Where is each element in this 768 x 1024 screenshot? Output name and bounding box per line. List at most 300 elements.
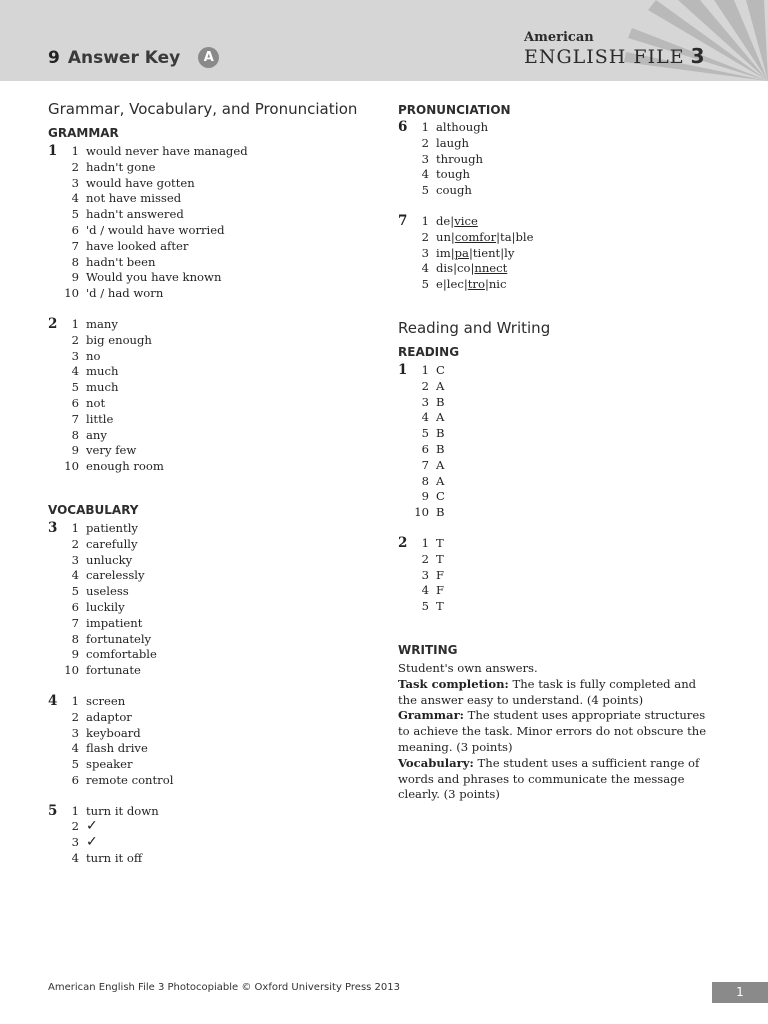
item-number: 7 bbox=[71, 238, 79, 253]
exercise-number bbox=[48, 207, 61, 223]
answer-row bbox=[398, 277, 718, 293]
exercise-number: 7 bbox=[398, 212, 408, 229]
item-number: 5 bbox=[421, 277, 429, 292]
item-number: 3 bbox=[71, 175, 79, 190]
answer-text: enough room bbox=[86, 459, 164, 474]
footer-brand: American English File 3 bbox=[48, 982, 165, 993]
check-icon: ✓ bbox=[86, 818, 98, 835]
unit-number: 9 bbox=[48, 47, 60, 68]
item-number: 3 bbox=[71, 348, 79, 363]
answer-row bbox=[48, 176, 368, 192]
answer-text: through bbox=[436, 151, 484, 166]
answer-text: cough bbox=[436, 183, 472, 198]
exercise-number bbox=[48, 239, 61, 255]
answer-text: B bbox=[436, 441, 445, 456]
item-number: 2 bbox=[71, 536, 79, 551]
exercise-number bbox=[398, 261, 411, 277]
exercise-number bbox=[48, 616, 61, 632]
answer-row bbox=[398, 261, 718, 277]
exercise-number bbox=[48, 584, 61, 600]
exercise-number: 6 bbox=[398, 119, 408, 135]
answer-row bbox=[398, 458, 718, 474]
answer-text: very few bbox=[86, 443, 137, 458]
answer-text: speaker bbox=[86, 757, 133, 772]
criterion-label: Vocabulary: bbox=[398, 755, 474, 770]
answer-row bbox=[48, 694, 368, 710]
answer-row bbox=[398, 120, 718, 136]
check-icon: ✓ bbox=[86, 834, 98, 851]
item-number: 4 bbox=[421, 583, 429, 598]
answer-row bbox=[398, 474, 718, 490]
answer-row bbox=[48, 428, 368, 444]
section-title-rw: Reading and Writing bbox=[398, 318, 551, 337]
exercise-number bbox=[48, 396, 61, 412]
exercise-number bbox=[48, 600, 61, 616]
answer-text: A bbox=[436, 378, 445, 393]
exercise-number bbox=[398, 183, 411, 199]
exercise-number bbox=[48, 835, 61, 851]
exercise-number bbox=[48, 428, 61, 444]
answer-text: F bbox=[436, 583, 445, 598]
exercise-block bbox=[398, 363, 718, 521]
answer-key-heading bbox=[48, 47, 219, 68]
answer-row bbox=[48, 710, 368, 726]
answer-row bbox=[48, 270, 368, 286]
answer-text: big enough bbox=[86, 332, 152, 347]
answer-text: B bbox=[436, 426, 445, 441]
answer-text: little bbox=[86, 411, 114, 426]
answer-text: T bbox=[436, 551, 444, 566]
item-number: 1 bbox=[71, 144, 79, 158]
item-number: 3 bbox=[421, 567, 429, 582]
answer-text: although bbox=[436, 120, 489, 134]
exercise-number bbox=[398, 505, 411, 521]
item-number: 6 bbox=[71, 395, 79, 410]
answer-row bbox=[398, 395, 718, 411]
item-number: 4 bbox=[71, 568, 79, 583]
item-number: 1 bbox=[421, 362, 429, 377]
answer-text: remote control bbox=[86, 772, 174, 787]
answer-text: C bbox=[436, 489, 445, 504]
exercise-number: 5 bbox=[48, 802, 58, 819]
item-number: 1 bbox=[71, 693, 79, 708]
exercise-number bbox=[48, 757, 61, 773]
exercise-block bbox=[398, 214, 718, 293]
answer-row bbox=[398, 363, 718, 379]
answer-row bbox=[398, 167, 718, 183]
answer-text: no bbox=[86, 348, 101, 363]
answer-text: useless bbox=[86, 584, 129, 599]
item-number: 2 bbox=[71, 819, 79, 834]
answer-text: adaptor bbox=[86, 709, 132, 724]
item-number: 3 bbox=[71, 552, 79, 567]
pronunciation-heading: PRONUNCIATION bbox=[398, 103, 511, 117]
exercise-number: 3 bbox=[48, 519, 58, 536]
answer-text: C bbox=[436, 362, 445, 377]
exercise-number bbox=[48, 819, 61, 835]
exercise-number bbox=[48, 851, 61, 867]
page-header bbox=[0, 0, 768, 81]
exercise-number: 2 bbox=[48, 315, 58, 332]
answer-row bbox=[48, 600, 368, 616]
item-number: 1 bbox=[71, 803, 79, 818]
answer-row bbox=[48, 663, 368, 679]
exercise-number: 2 bbox=[398, 534, 408, 551]
item-number: 4 bbox=[71, 741, 79, 756]
item-number: 6 bbox=[71, 772, 79, 787]
exercise-number: 4 bbox=[48, 692, 58, 709]
answer-text: luckily bbox=[86, 599, 125, 614]
item-number: 8 bbox=[71, 254, 79, 269]
answer-row bbox=[48, 317, 368, 333]
answer-row bbox=[48, 191, 368, 207]
exercise-number bbox=[48, 223, 61, 239]
answer-row bbox=[48, 286, 368, 302]
task-completion-criterion bbox=[398, 677, 718, 709]
criterion-text: The student uses appropriate structures to achieve the task. Minor errors do not obscure the meaning. (3 points) bbox=[398, 708, 707, 754]
answer-row bbox=[48, 459, 368, 475]
reading-heading: READING bbox=[398, 344, 460, 359]
answer-row bbox=[48, 741, 368, 757]
answer-text: would have gotten bbox=[86, 175, 195, 190]
answer-row bbox=[48, 255, 368, 271]
item-number: 3 bbox=[71, 725, 79, 740]
exercise-number bbox=[398, 246, 411, 262]
answer-text: much bbox=[86, 380, 119, 395]
answer-text: unlucky bbox=[86, 552, 133, 567]
answer-key-title: Answer Key bbox=[67, 47, 181, 68]
item-number: 7 bbox=[421, 457, 429, 472]
answer-text: B bbox=[436, 505, 445, 520]
answer-text: not bbox=[86, 395, 106, 410]
answer-row bbox=[398, 183, 718, 199]
footer-copyright: Photocopiable © Oxford University Press 2013 bbox=[167, 982, 401, 993]
answer-text: fortunately bbox=[86, 631, 152, 646]
exercise-number bbox=[48, 270, 61, 286]
answer-row bbox=[48, 819, 368, 835]
brand-level: 3 bbox=[690, 44, 706, 68]
exercise-number bbox=[398, 152, 411, 168]
answer-text: not have missed bbox=[86, 191, 182, 206]
exercise-number bbox=[398, 583, 411, 599]
grammar-heading: GRAMMAR bbox=[48, 126, 119, 140]
exercise-number bbox=[398, 426, 411, 442]
answer-row bbox=[48, 160, 368, 176]
exercise-number bbox=[48, 537, 61, 553]
item-number: 2 bbox=[421, 378, 429, 393]
exercise-number bbox=[48, 364, 61, 380]
item-number: 5 bbox=[421, 426, 429, 441]
answer-row bbox=[48, 521, 368, 537]
exercise-number bbox=[48, 349, 61, 365]
item-number: 4 bbox=[421, 410, 429, 425]
criterion-text: The student uses a sufficient range of words and phrases to communicate the message clearly. (3 points) bbox=[398, 755, 700, 802]
item-number: 9 bbox=[421, 489, 429, 504]
exercise-number bbox=[398, 379, 411, 395]
item-number: 5 bbox=[71, 380, 79, 395]
item-number: 2 bbox=[421, 551, 429, 566]
item-number: 4 bbox=[421, 261, 429, 276]
stressed-syllable: comfor bbox=[454, 229, 497, 244]
vocabulary-criterion bbox=[398, 756, 718, 803]
item-number: 1 bbox=[71, 520, 79, 535]
section-title-gvp: Grammar, Vocabulary, and Pronunciation bbox=[48, 100, 358, 118]
item-number: 8 bbox=[71, 427, 79, 442]
exercise-number bbox=[48, 286, 61, 302]
writing-intro: Student's own answers. bbox=[398, 660, 538, 675]
answer-row bbox=[48, 647, 368, 663]
exercise-number bbox=[398, 458, 411, 474]
item-number: 4 bbox=[71, 364, 79, 379]
version-badge: A bbox=[198, 47, 219, 68]
answer-row bbox=[48, 333, 368, 349]
brand-logo bbox=[524, 30, 706, 68]
exercise-number bbox=[48, 160, 61, 176]
answer-row bbox=[398, 536, 718, 552]
answer-row bbox=[48, 757, 368, 773]
answer-text: A bbox=[436, 473, 445, 488]
stress-answer: im|pa|tient|ly bbox=[436, 245, 515, 260]
answer-row bbox=[48, 553, 368, 569]
item-number: 1 bbox=[421, 535, 429, 550]
item-number: 2 bbox=[421, 229, 429, 244]
exercise-number bbox=[398, 552, 411, 568]
stress-answer: dis|co|nnect bbox=[436, 261, 508, 276]
answer-row bbox=[398, 214, 718, 230]
stress-answer: e|lec|tro|nic bbox=[436, 277, 507, 292]
exercise-number bbox=[48, 459, 61, 475]
item-number: 8 bbox=[421, 473, 429, 488]
stressed-syllable: tro bbox=[467, 277, 485, 292]
right-column bbox=[398, 100, 718, 803]
answer-text: any bbox=[86, 427, 107, 442]
item-number: 9 bbox=[71, 443, 79, 458]
answer-text: Would you have known bbox=[86, 270, 222, 285]
answer-row bbox=[398, 152, 718, 168]
page-number: 1 bbox=[712, 982, 768, 1003]
writing-heading: WRITING bbox=[398, 642, 458, 657]
answer-text: 'd / had worn bbox=[86, 286, 164, 301]
item-number: 10 bbox=[64, 459, 79, 474]
answer-row bbox=[48, 144, 368, 160]
answer-text: turn it down bbox=[86, 803, 159, 818]
answer-text: screen bbox=[86, 693, 126, 708]
item-number: 3 bbox=[71, 835, 79, 850]
answer-text: laugh bbox=[436, 135, 469, 150]
item-number: 2 bbox=[71, 709, 79, 724]
answer-row bbox=[48, 349, 368, 365]
answer-row bbox=[48, 537, 368, 553]
writing-rubric bbox=[398, 661, 718, 803]
exercise-number bbox=[48, 380, 61, 396]
stressed-syllable: nnect bbox=[474, 261, 508, 276]
exercise-number bbox=[48, 191, 61, 207]
answer-row bbox=[48, 443, 368, 459]
item-number: 10 bbox=[414, 505, 429, 520]
answer-row bbox=[398, 379, 718, 395]
exercise-number bbox=[48, 710, 61, 726]
answer-text: carelessly bbox=[86, 568, 145, 583]
answer-row bbox=[398, 489, 718, 505]
answer-text: many bbox=[86, 316, 118, 331]
answer-row bbox=[48, 835, 368, 851]
answer-text: turn it off bbox=[86, 851, 143, 866]
answer-row bbox=[48, 584, 368, 600]
item-number: 6 bbox=[71, 599, 79, 614]
item-number: 4 bbox=[71, 191, 79, 206]
left-column bbox=[48, 100, 368, 882]
stress-answer: de|vice bbox=[436, 213, 478, 228]
answer-row bbox=[48, 851, 368, 867]
answer-row bbox=[398, 410, 718, 426]
answer-row bbox=[398, 246, 718, 262]
exercise-number bbox=[48, 773, 61, 789]
answer-text: much bbox=[86, 364, 119, 379]
answer-row bbox=[398, 136, 718, 152]
exercise-number bbox=[48, 443, 61, 459]
item-number: 6 bbox=[421, 441, 429, 456]
exercise-number bbox=[398, 277, 411, 293]
exercise-number: 1 bbox=[398, 361, 408, 378]
answer-text: T bbox=[436, 535, 444, 550]
exercise-number bbox=[398, 410, 411, 426]
exercise-number bbox=[48, 726, 61, 742]
answer-text: hadn't gone bbox=[86, 159, 156, 174]
exercise-number bbox=[398, 442, 411, 458]
answer-row bbox=[398, 583, 718, 599]
answer-row bbox=[398, 442, 718, 458]
exercise-number bbox=[48, 647, 61, 663]
answer-row bbox=[48, 239, 368, 255]
answer-row bbox=[48, 207, 368, 223]
answer-row bbox=[48, 616, 368, 632]
vocabulary-heading: VOCABULARY bbox=[48, 502, 139, 517]
answer-row bbox=[48, 380, 368, 396]
brand-name: ENGLISH FILE bbox=[524, 46, 685, 68]
item-number: 8 bbox=[71, 631, 79, 646]
answer-row bbox=[48, 568, 368, 584]
answer-row bbox=[48, 632, 368, 648]
exercise-number bbox=[48, 255, 61, 271]
item-number: 9 bbox=[71, 647, 79, 662]
answer-row bbox=[398, 426, 718, 442]
criterion-label: Task completion: bbox=[398, 676, 509, 691]
answer-row bbox=[48, 223, 368, 239]
item-number: 1 bbox=[421, 213, 429, 228]
criterion-text: The task is fully completed and the answer easy to understand. (4 points) bbox=[398, 676, 697, 707]
item-number: 2 bbox=[421, 135, 429, 150]
answer-row bbox=[48, 726, 368, 742]
answer-row bbox=[398, 568, 718, 584]
grammar-criterion bbox=[398, 708, 718, 755]
answer-row bbox=[48, 396, 368, 412]
page-footer bbox=[48, 982, 400, 993]
exercise-number bbox=[398, 599, 411, 615]
item-number: 7 bbox=[71, 411, 79, 426]
item-number: 10 bbox=[64, 286, 79, 301]
answer-row bbox=[48, 412, 368, 428]
exercise-number: 1 bbox=[48, 143, 58, 159]
answer-text: B bbox=[436, 394, 445, 409]
criterion-label: Grammar: bbox=[398, 708, 464, 723]
item-number: 2 bbox=[71, 332, 79, 347]
item-number: 9 bbox=[71, 270, 79, 285]
answer-text: comfortable bbox=[86, 647, 157, 662]
exercise-block bbox=[48, 804, 368, 867]
exercise-number bbox=[48, 663, 61, 679]
item-number: 5 bbox=[421, 183, 429, 198]
answer-text: hadn't been bbox=[86, 254, 156, 269]
exercise-block bbox=[48, 521, 368, 679]
exercise-block bbox=[398, 536, 718, 615]
exercise-block bbox=[48, 317, 368, 475]
item-number: 3 bbox=[421, 245, 429, 260]
answer-row bbox=[48, 804, 368, 820]
exercise-number bbox=[48, 553, 61, 569]
answer-row bbox=[48, 773, 368, 789]
brand-big bbox=[524, 45, 706, 68]
answer-text: F bbox=[436, 567, 445, 582]
answer-text: have looked after bbox=[86, 238, 189, 253]
answer-text: patiently bbox=[86, 520, 138, 535]
stress-answer: un|comfor|ta|ble bbox=[436, 229, 534, 244]
answer-text: carefully bbox=[86, 536, 138, 551]
item-number: 5 bbox=[71, 584, 79, 599]
answer-text: T bbox=[436, 599, 444, 614]
answer-text: A bbox=[436, 410, 445, 425]
answer-text: A bbox=[436, 457, 445, 472]
item-number: 2 bbox=[71, 159, 79, 174]
answer-row bbox=[398, 599, 718, 615]
exercise-number bbox=[398, 568, 411, 584]
exercise-block bbox=[48, 694, 368, 789]
item-number: 6 bbox=[71, 222, 79, 237]
exercise-number bbox=[48, 412, 61, 428]
exercise-number bbox=[398, 167, 411, 183]
stressed-syllable: vice bbox=[454, 213, 478, 228]
item-number: 3 bbox=[421, 394, 429, 409]
item-number: 5 bbox=[71, 757, 79, 772]
item-number: 1 bbox=[421, 120, 429, 134]
exercise-number bbox=[398, 395, 411, 411]
exercise-number bbox=[398, 489, 411, 505]
brand-small: American bbox=[524, 30, 594, 45]
answer-row bbox=[398, 230, 718, 246]
exercise-number bbox=[48, 632, 61, 648]
item-number: 4 bbox=[71, 851, 79, 866]
answer-row bbox=[48, 364, 368, 380]
exercise-block bbox=[398, 120, 718, 199]
stressed-syllable: pa bbox=[454, 245, 469, 260]
exercise-number bbox=[48, 741, 61, 757]
answer-text: hadn't answered bbox=[86, 207, 184, 222]
exercise-number bbox=[398, 230, 411, 246]
answer-text: keyboard bbox=[86, 725, 141, 740]
answer-row bbox=[398, 552, 718, 568]
answer-text: impatient bbox=[86, 615, 143, 630]
item-number: 5 bbox=[71, 207, 79, 222]
item-number: 3 bbox=[421, 151, 429, 166]
answer-row bbox=[398, 505, 718, 521]
item-number: 1 bbox=[71, 316, 79, 331]
exercise-number bbox=[398, 474, 411, 490]
exercise-number bbox=[48, 176, 61, 192]
item-number: 7 bbox=[71, 615, 79, 630]
answer-text: flash drive bbox=[86, 741, 148, 756]
exercise-block bbox=[48, 144, 368, 302]
item-number: 10 bbox=[64, 663, 79, 678]
item-number: 4 bbox=[421, 167, 429, 182]
